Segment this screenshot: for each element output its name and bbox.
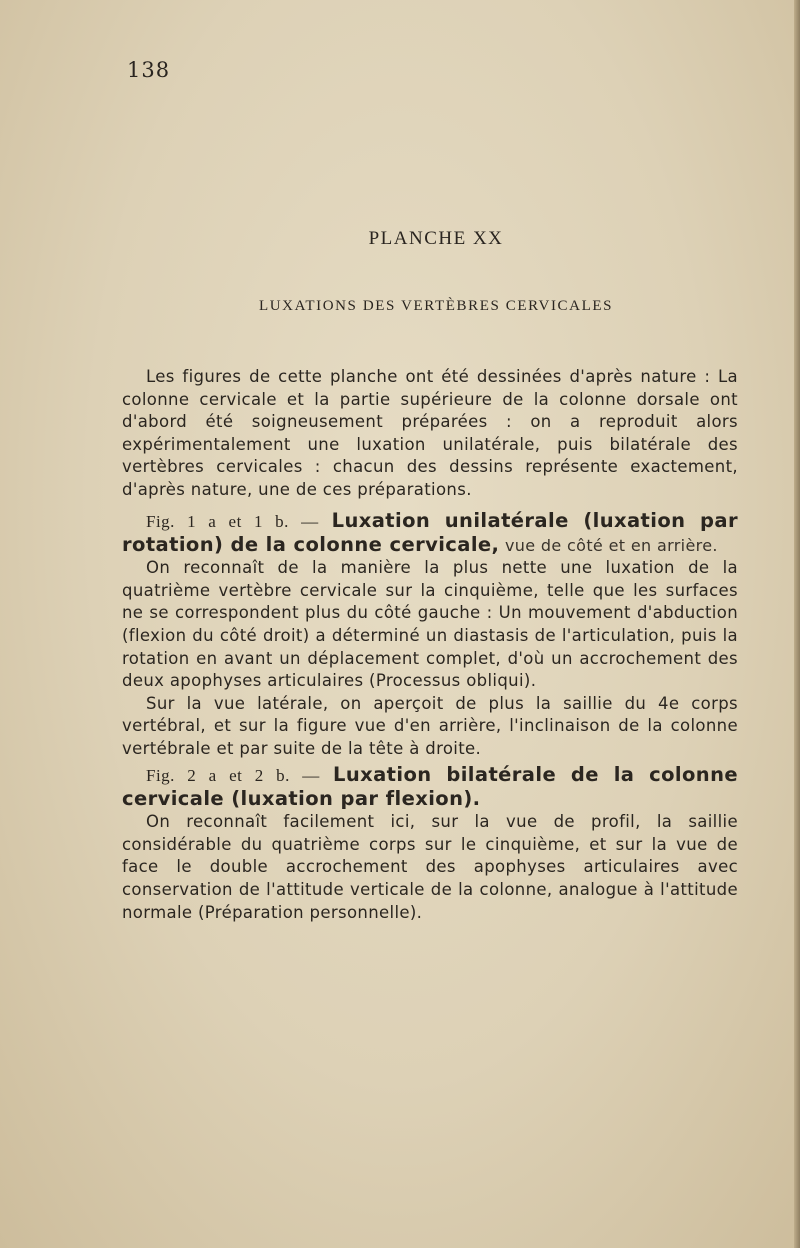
figure-1-heading — [122, 510, 738, 557]
figure-2-label: Fig. 2 a et 2 b. — — [146, 766, 320, 785]
intro-paragraph: Les figures de cette planche ont été dessinées d'après nature : La colonne cervicale et la partie supérieure de la colonne dorsale ont d'abord été soigneusement préparées : on a reproduit alors expérimentalement une luxation unilatérale, puis bilatérale des vertèbres cervicales : chacun des dessins représente exactement, d'après nature, une de ces préparations. — [122, 367, 738, 499]
figure-2-heading — [122, 764, 738, 811]
figure-2-paragraph-1: On reconnaît facilement ici, sur la vue de profil, la saillie considérable du quatrième corps sur le cinquième, et sur la vue de face le double accrochement des apophyses articulaires avec conservation de l'attitude verticale de la colonne, analogue à l'attitude normale (Préparation personnelle). — [122, 812, 738, 922]
figure-1-title: Luxation unilatérale (luxation par rotation) de la colonne cervicale, — [122, 509, 738, 556]
page-edge — [794, 0, 800, 1248]
intro-paragraph-block — [122, 366, 738, 502]
figure-1-paragraph-1: On reconnaît de la manière la plus nette une luxation de la quatrième vertèbre cervicale sur la cinquième, telle que les surfaces ne se correspondent plus du côté gauche : Un mouvement d'abduction (flexion du côté droit) a déterminé un diastasis de l'articulation, puis la rotation en avant un déplacement complet, d'où un accrochement des deux apophyses articulaires (Processus obliqui). — [122, 558, 738, 691]
plate-title: PLANCHE XX — [368, 228, 504, 249]
figure-1-section — [122, 510, 738, 761]
figure-2-title: Luxation bilatérale de la colonne cervicale (luxation par flexion). — [122, 763, 738, 810]
figure-1-paragraph-2: Sur la vue latérale, on aperçoit de plus la saillie du 4e corps vertébral, et sur la figure vue d'en arrière, l'inclinaison de la colonne vertébrale et par suite de la tête à droite. — [122, 693, 738, 758]
section-title: LUXATIONS DES VERTÈBRES CERVICALES — [258, 298, 614, 314]
figure-1-label: Fig. 1 a et 1 b. — — [146, 512, 319, 531]
figure-1-subtitle: vue de côté et en arrière. — [504, 535, 718, 555]
figure-2-section — [122, 764, 738, 924]
page-number: 138 — [127, 58, 171, 82]
